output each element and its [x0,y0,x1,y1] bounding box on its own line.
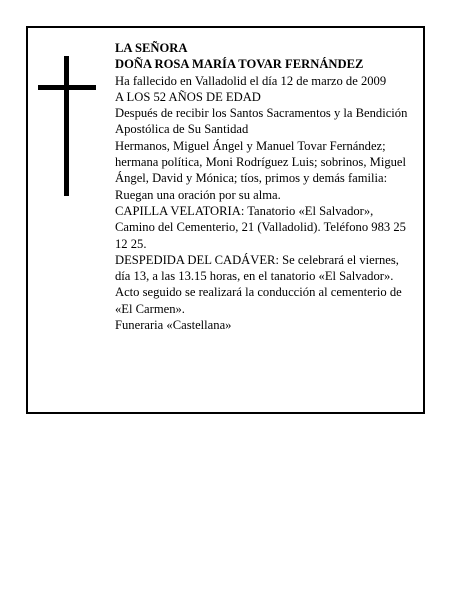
prayer-line: Ruegan una oración por su alma. [115,187,281,202]
obituary-text [115,40,415,333]
cross-vertical-bar [64,56,69,196]
death-line: Ha fallecido en Valladolid el día 12 de marzo de 2009 [115,73,387,88]
age-line: A LOS 52 AÑOS DE EDAD [115,89,261,104]
chapel-line: CAPILLA VELATORIA: Tanatorio «El Salvador», Camino del Cementerio, 21 (Valladolid). Teléfono 983 25 12 25. [115,203,406,251]
funeral-home-line: Funeraria «Castellana» [115,318,232,333]
honorific: LA SEÑORA [115,41,188,55]
deceased-name: DOÑA ROSA MARÍA TOVAR FERNÁNDEZ [115,57,364,72]
family-line: Hermanos, Miguel Ángel y Manuel Tovar Fernández; hermana política, Moni Rodríguez Luis; sobrinos, Miguel Ángel, David y Mónica; tíos, primos y demás familia: [115,138,407,186]
farewell-line: DESPEDIDA DEL CADÁVER: Se celebrará el viernes, día 13, a las 13.15 horas, en el tanatorio «El Salvador». Acto seguido se realizará la conducción al cementerio de «El Carmen». [115,252,402,316]
sacraments-line: Después de recibir los Santos Sacramentos y la Bendición Apostólica de Su Santidad [115,106,408,137]
cross-horizontal-bar [38,85,96,90]
